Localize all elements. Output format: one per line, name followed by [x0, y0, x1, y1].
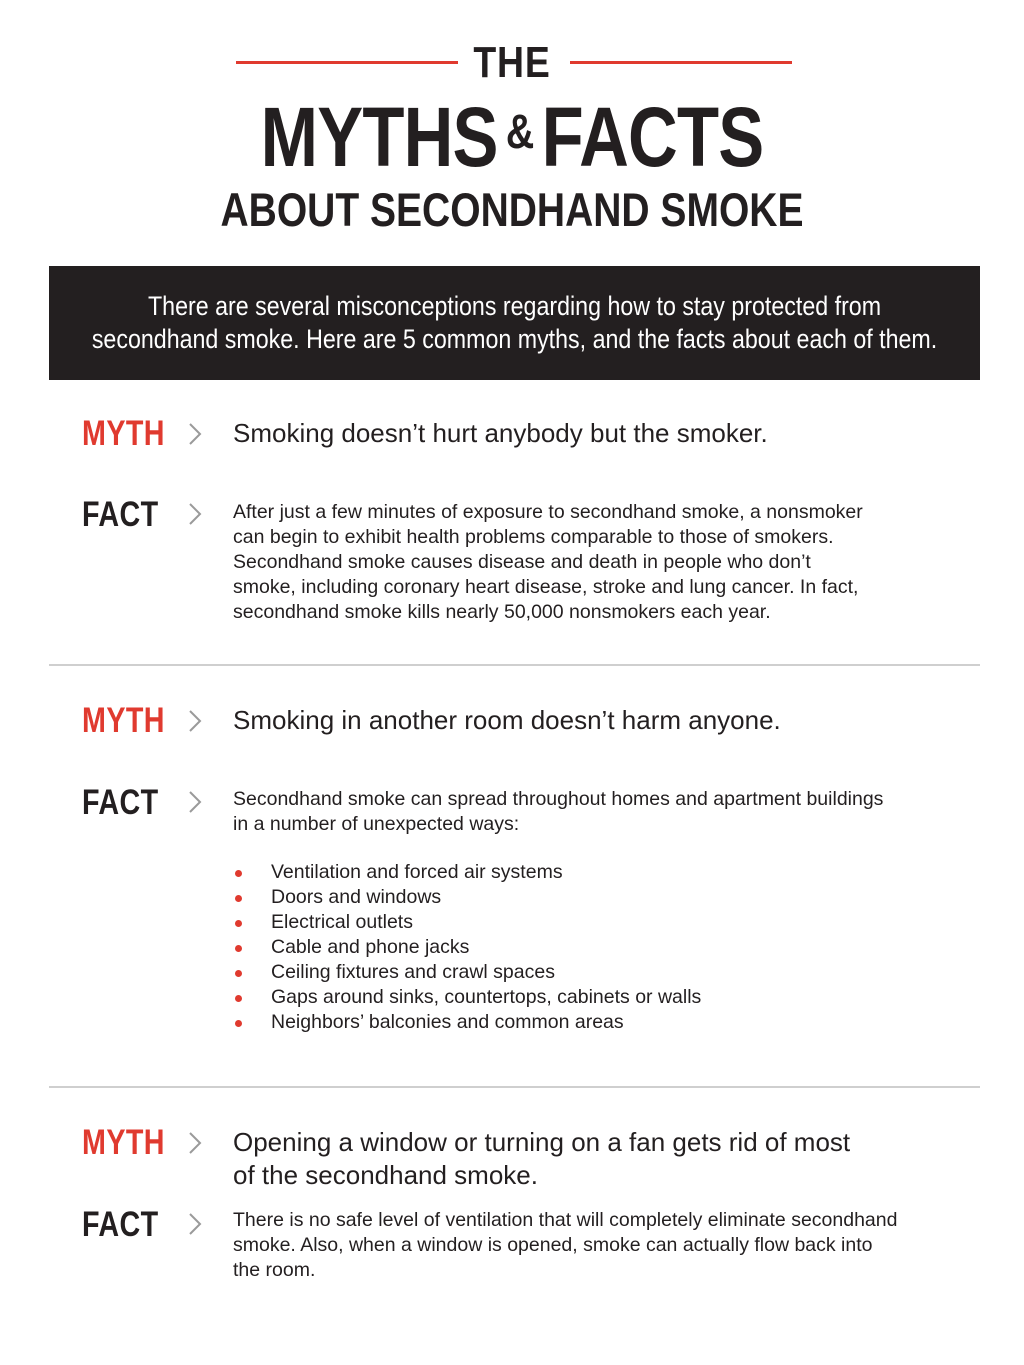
list-item-text: Ventilation and forced air systems	[271, 861, 563, 883]
intro-banner	[49, 266, 980, 380]
bullet-icon	[235, 895, 242, 902]
fact-line: After just a few minutes of exposure to secondhand smoke, a nonsmoker	[233, 501, 863, 523]
list-item	[233, 860, 953, 885]
title-facts: FACTS	[541, 90, 764, 184]
fact-statement	[233, 787, 953, 837]
right-rule	[570, 61, 792, 64]
page-title	[92, 88, 932, 182]
myth-label: MYTH	[82, 701, 165, 740]
myth-statement: Smoking doesn’t hurt anybody but the smoker.	[233, 418, 768, 448]
chevron-right-icon	[185, 1209, 205, 1239]
bullet-icon	[235, 945, 242, 952]
fact-line: smoke. Also, when a window is opened, smoke can actually flow back into	[233, 1234, 873, 1256]
page-subtitle: ABOUT SECONDHAND SMOKE	[220, 183, 804, 236]
title-ampersand: &	[505, 106, 534, 159]
fact-line: Secondhand smoke causes disease and death in people who don’t	[233, 551, 811, 573]
intro-line: There are several misconceptions regarding how to stay protected from	[147, 291, 882, 321]
bullet-icon	[235, 1020, 242, 1027]
myth-label: MYTH	[82, 1123, 165, 1162]
list-item	[233, 935, 953, 960]
bullet-icon	[235, 970, 242, 977]
fact-statement	[233, 500, 953, 625]
section-divider	[49, 664, 980, 666]
bullet-icon	[235, 920, 242, 927]
section-divider	[49, 1086, 980, 1088]
myth-line: Opening a window or turning on a fan gets rid of most	[233, 1127, 851, 1157]
list-item-text: Neighbors’ balconies and common areas	[271, 1011, 624, 1033]
list-item	[233, 985, 953, 1010]
intro-text	[92, 290, 937, 356]
list-item	[233, 885, 953, 910]
fact-line: can begin to exhibit health problems comparable to those of smokers.	[233, 526, 834, 548]
list-item-text: Gaps around sinks, countertops, cabinets or walls	[271, 986, 702, 1008]
fact-statement	[233, 1208, 953, 1283]
myth-line: of the secondhand smoke.	[233, 1160, 538, 1190]
chevron-right-icon	[185, 419, 205, 449]
fact-line: the room.	[233, 1259, 316, 1281]
list-item	[233, 960, 953, 985]
list-item-text: Cable and phone jacks	[271, 936, 470, 958]
chevron-right-icon	[185, 787, 205, 817]
title-myths: MYTHS	[260, 90, 498, 184]
bullet-icon	[235, 995, 242, 1002]
chevron-right-icon	[185, 1128, 205, 1158]
intro-line: secondhand smoke. Here are 5 common myths, and the facts about each of them.	[91, 324, 938, 354]
bullet-list	[233, 860, 953, 1035]
chevron-right-icon	[185, 499, 205, 529]
fact-label: FACT	[82, 783, 159, 822]
myth-label: MYTH	[82, 414, 165, 453]
fact-line: secondhand smoke kills nearly 50,000 nonsmokers each year.	[233, 601, 771, 623]
list-item	[233, 1010, 953, 1035]
list-item-text: Doors and windows	[271, 886, 442, 908]
fact-line: in a number of unexpected ways:	[233, 813, 520, 835]
fact-line: Secondhand smoke can spread throughout homes and apartment buildings	[233, 788, 884, 810]
title-the: THE	[473, 38, 551, 87]
fact-line: smoke, including coronary heart disease, stroke and lung cancer. In fact,	[233, 576, 859, 598]
myth-statement	[233, 1126, 953, 1192]
chevron-right-icon	[185, 706, 205, 736]
fact-label: FACT	[82, 1205, 159, 1244]
list-item-text: Electrical outlets	[271, 911, 413, 933]
list-item	[233, 910, 953, 935]
bullet-icon	[235, 870, 242, 877]
the-row	[0, 38, 1024, 88]
fact-line: There is no safe level of ventilation that will completely eliminate secondhand	[233, 1209, 898, 1231]
fact-label: FACT	[82, 495, 159, 534]
myth-statement: Smoking in another room doesn’t harm anyone.	[233, 705, 781, 735]
list-item-text: Ceiling fixtures and crawl spaces	[271, 961, 555, 983]
